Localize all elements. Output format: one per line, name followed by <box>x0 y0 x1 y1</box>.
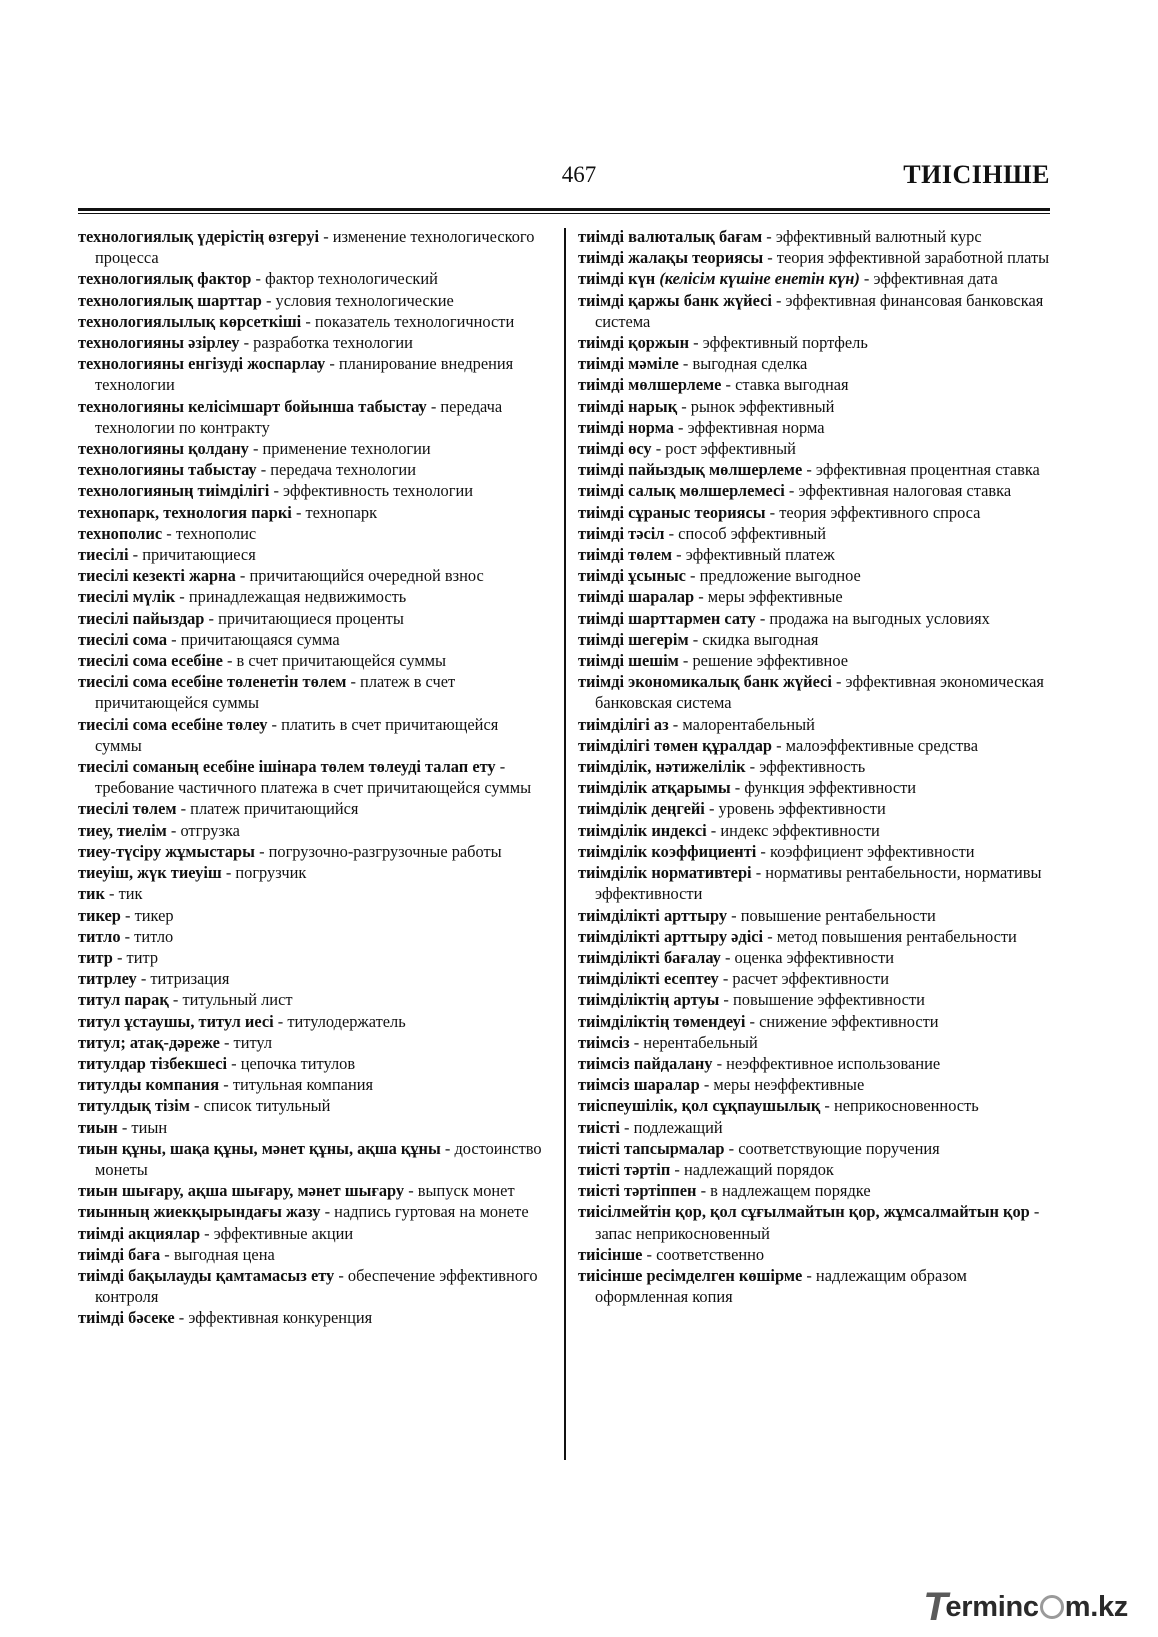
dictionary-entry <box>578 1180 1056 1201</box>
dictionary-entry <box>578 1265 1056 1307</box>
dictionary-entry <box>578 565 1056 586</box>
entry-definition: - в надлежащем порядке <box>696 1181 871 1201</box>
entry-definition: - титульный лист <box>168 990 293 1010</box>
entry-term: тиын құны, шақа құны, мәнет құны, ақша құны <box>78 1138 441 1158</box>
dictionary-entry <box>578 417 1056 438</box>
entry-term: тиімді нарық <box>578 396 678 416</box>
dictionary-entry <box>78 1265 548 1307</box>
entry-term: тиісілмейтін қор, қол сұғылмайтын қор, жұмсалмайтын қор <box>578 1202 1030 1222</box>
dictionary-entry <box>78 480 548 501</box>
dictionary-entry <box>578 926 1056 947</box>
watermark-text-part1: erminc <box>945 1590 1039 1623</box>
entry-definition: - титулодержатель <box>273 1011 406 1031</box>
dictionary-entry <box>78 883 548 904</box>
dictionary-entry <box>578 480 1056 501</box>
entry-term: тиімді бақылауды қамтамасыз ету <box>78 1265 335 1285</box>
entry-definition: - планирование внедрения технологии <box>95 354 514 395</box>
dictionary-entry <box>78 226 548 268</box>
entry-term: тиімділікті арттыру әдісі <box>578 926 764 946</box>
entry-definition: - титульная компания <box>219 1075 374 1095</box>
dictionary-entry <box>578 268 1056 289</box>
dictionary-entry <box>578 756 1056 777</box>
entry-term: тиімді экономикалық банк жүйесі <box>578 672 832 692</box>
dictionary-entry <box>78 714 548 756</box>
entry-term: титулды компания <box>78 1075 220 1095</box>
entry-definition: - тикер <box>120 905 174 925</box>
entry-term: тиісті тапсырмалар <box>578 1138 725 1158</box>
entry-definition: - передача технологии по контракту <box>95 396 503 437</box>
entry-term: тиімді шаралар <box>578 587 695 607</box>
entry-definition: - меры эффективные <box>694 587 843 607</box>
entry-term: титулдар тізбекшесі <box>78 1053 228 1073</box>
entry-term: технологияны әзірлеу <box>78 333 240 353</box>
dictionary-entry <box>78 1053 548 1074</box>
dictionary-entry <box>578 968 1056 989</box>
entry-term: тиынның жиекқырындағы жазу <box>78 1202 321 1222</box>
entry-term: тиімді сұраныс теориясы <box>578 502 766 522</box>
entry-definition: - теория эффективного спроса <box>765 502 981 522</box>
entry-definition: - запас неприкосновенный <box>595 1202 1040 1243</box>
dictionary-entry <box>578 841 1056 862</box>
entry-definition: - выпуск монет <box>404 1181 515 1201</box>
entry-term: тиеу, тиелім <box>78 820 167 840</box>
column-divider <box>564 228 566 1460</box>
entry-term: технологияны қолдану <box>78 439 249 459</box>
entry-term: тиесілі сома есебіне төлеу <box>78 714 268 734</box>
entry-term: тиімді жалақы теориясы <box>578 248 764 268</box>
entry-term: тиімді шешім <box>578 651 679 671</box>
dictionary-entry <box>78 862 548 883</box>
dictionary-entry <box>78 502 548 523</box>
entry-term: тиісті тәртіппен <box>578 1181 697 1201</box>
entry-definition: - эффективный портфель <box>689 333 868 353</box>
dictionary-entry <box>78 1074 548 1095</box>
dictionary-entry <box>578 1138 1056 1159</box>
entry-definition: - тиын <box>117 1117 168 1137</box>
entry-term: тиімділігі төмен құралдар <box>578 735 773 755</box>
entry-term: тиімді акциялар <box>78 1223 201 1243</box>
entry-term: тиын <box>78 1117 118 1137</box>
entry-term: тиімділік коэффициенті <box>578 841 757 861</box>
entry-definition: - неэффективное использование <box>712 1053 941 1073</box>
dictionary-entry <box>578 544 1056 565</box>
entry-term: тиімді бәсеке <box>78 1308 175 1328</box>
entry-term: тикер <box>78 905 121 925</box>
entry-definition: - достоинство монеты <box>95 1138 542 1179</box>
dictionary-entry <box>78 1223 548 1244</box>
entry-definition: - передача технологии <box>256 460 416 480</box>
entry-term: титрлеу <box>78 969 137 989</box>
entry-term: тиеу-түсіру жұмыстары <box>78 841 255 861</box>
entry-definition: - показатель технологичности <box>301 311 515 331</box>
header-rule-thick <box>78 208 1050 211</box>
entry-definition: - соответственно <box>642 1244 765 1264</box>
entry-definition: - ставка выгодная <box>721 375 849 395</box>
entry-term: тиімді пайыздық мөлшерлеме <box>578 460 803 480</box>
entry-definition: - обеспечение эффективного контроля <box>95 1265 538 1307</box>
entry-term: тиімділік индексі <box>578 820 707 840</box>
entry-term: тиімді мәміле <box>578 354 679 374</box>
dictionary-entry <box>578 608 1056 629</box>
dictionary-entry <box>78 841 548 862</box>
dictionary-entry <box>578 290 1056 332</box>
entry-term: тиісінше ресімделген көшірме <box>578 1265 803 1285</box>
dictionary-entry <box>78 1117 548 1138</box>
entry-term: тиеуіш, жүк тиеуіш <box>78 863 222 883</box>
dictionary-entry <box>578 1159 1056 1180</box>
entry-definition: - эффективные акции <box>200 1223 354 1243</box>
dictionary-entry <box>78 565 548 586</box>
entry-term: тиімді валюталық бағам <box>578 227 763 246</box>
entry-definition: - эффективная норма <box>673 417 825 437</box>
entry-term: тиесілі <box>78 545 129 565</box>
dictionary-entry <box>578 247 1056 268</box>
entry-definition: - принадлежащая недвижимость <box>175 587 407 607</box>
dictionary-entry <box>78 290 548 311</box>
entry-definition: - технополис <box>162 523 257 543</box>
entry-term: тиын шығару, ақша шығару, мәнет шығару <box>78 1181 405 1201</box>
entry-term: тиімділіктің артуы <box>578 990 720 1010</box>
entry-definition: - эффективная экономическая банковская система <box>595 672 1044 713</box>
entry-definition: - платеж в счет причитающейся суммы <box>95 672 456 713</box>
dictionary-entry <box>578 629 1056 650</box>
entry-definition: - оценка эффективности <box>720 947 895 967</box>
entry-definition: - повышение рентабельности <box>727 905 936 925</box>
dictionary-entry <box>78 756 548 798</box>
entry-definition: - цепочка титулов <box>227 1053 356 1073</box>
entry-definition: - нормативы рентабельности, нормативы эффективности <box>595 863 1042 904</box>
entry-definition: - разработка технологии <box>239 333 413 353</box>
watermark-initial: T <box>923 1584 948 1629</box>
entry-term: технологияны табыстау <box>78 460 257 480</box>
dictionary-entry <box>78 396 548 438</box>
entry-term: тиесілі пайыздар <box>78 608 205 628</box>
entry-term: технологияны енгізуді жоспарлау <box>78 354 326 374</box>
entry-definition: - эффективность технологии <box>269 481 473 501</box>
entry-term: тиімділіктің төмендеуі <box>578 1011 746 1031</box>
entry-term: тиімсіз <box>578 1032 630 1052</box>
dictionary-entry <box>578 1053 1056 1074</box>
entry-definition: - надпись гуртовая на монете <box>320 1202 529 1222</box>
dictionary-entry <box>78 1095 548 1116</box>
dictionary-entry <box>578 798 1056 819</box>
entry-term: тиімсіз шаралар <box>578 1075 700 1095</box>
entry-definition: - выгодная сделка <box>678 354 808 374</box>
entry-definition: - способ эффективный <box>664 523 827 543</box>
dictionary-entry <box>78 968 548 989</box>
dictionary-entry <box>78 798 548 819</box>
dictionary-entry <box>78 989 548 1010</box>
entry-definition: - надлежащим образом оформленная копия <box>595 1265 967 1307</box>
entry-term: тиімділікті бағалау <box>578 947 721 967</box>
entry-definition: - в счет причитающейся суммы <box>222 651 447 671</box>
running-head: ТИІСІНШЕ <box>903 160 1050 189</box>
dictionary-entry <box>578 671 1056 713</box>
entry-term: тик <box>78 884 105 904</box>
entry-definition: - тик <box>104 884 143 904</box>
entry-term: тиімді күн <box>578 269 656 289</box>
entry-definition: - надлежащий порядок <box>670 1159 834 1179</box>
dictionary-entry <box>578 820 1056 841</box>
entry-term: титул; атақ-дәреже <box>78 1032 220 1052</box>
entry-term: тиімді баға <box>78 1244 161 1264</box>
dictionary-entry <box>78 926 548 947</box>
entry-definition: - рост эффективный <box>651 439 796 459</box>
entry-definition: - технопарк <box>291 502 378 522</box>
dictionary-entry <box>578 374 1056 395</box>
entry-definition: - условия технологические <box>261 290 454 310</box>
entry-definition: - рынок эффективный <box>677 396 835 416</box>
dictionary-entry <box>578 650 1056 671</box>
dictionary-entry <box>78 438 548 459</box>
entry-term: тиімді шегерім <box>578 629 689 649</box>
entry-definition: - погрузчик <box>221 863 307 883</box>
entry-definition: - эффективная финансовая банковская система <box>595 290 1044 331</box>
entry-term: тиімсіз пайдалану <box>578 1053 713 1073</box>
entry-term: тиімді мөлшерлеме <box>578 375 722 395</box>
entry-term: технологияны келісімшарт бойынша табыстау <box>78 396 427 416</box>
entry-term: тиімді өсу <box>578 439 652 459</box>
entry-term: тиімділік, нәтижелілік <box>578 757 746 777</box>
entry-definition: - эффективный валютный курс <box>762 227 982 246</box>
dictionary-entry <box>78 268 548 289</box>
dictionary-entry <box>78 629 548 650</box>
dictionary-entry <box>78 947 548 968</box>
entry-definition: - решение эффективное <box>678 651 848 671</box>
dictionary-entry <box>578 777 1056 798</box>
header-rule-thin <box>78 213 1050 214</box>
entry-definition: - функция эффективности <box>730 778 917 798</box>
dictionary-entry <box>78 608 548 629</box>
entry-definition: - титло <box>120 926 174 946</box>
dictionary-entry <box>78 820 548 841</box>
entry-definition: - эффективная налоговая ставка <box>784 481 1012 501</box>
dictionary-entry <box>578 1032 1056 1053</box>
entry-definition: - повышение эффективности <box>719 990 925 1010</box>
dictionary-entry <box>578 947 1056 968</box>
entry-definition: - снижение эффективности <box>745 1011 939 1031</box>
entry-definition: - требование частичного платежа в счет причитающейся суммы <box>95 757 532 798</box>
entry-term: тиімді норма <box>578 417 674 437</box>
entry-term: технопарк, технология паркі <box>78 502 292 522</box>
dictionary-entry <box>578 1095 1056 1116</box>
entry-term: титр <box>78 947 113 967</box>
entry-definition: - причитающиеся <box>128 545 256 565</box>
watermark-circle-icon <box>1040 1595 1064 1619</box>
dictionary-entry <box>78 671 548 713</box>
dictionary-entry <box>578 862 1056 904</box>
entry-term: тиімділік нормативтері <box>578 863 752 883</box>
entry-definition: - причитающиеся проценты <box>204 608 404 628</box>
entry-definition: - эффективная дата <box>859 269 998 289</box>
entry-term: тиесілі төлем <box>78 799 177 819</box>
entry-term: тиімді төлем <box>578 545 673 565</box>
entry-definition: - индекс эффективности <box>706 820 880 840</box>
dictionary-entry <box>78 1244 548 1265</box>
dictionary-entry <box>78 650 548 671</box>
entry-term: тиімді ұсыныс <box>578 566 686 586</box>
dictionary-entry <box>578 396 1056 417</box>
dictionary-entry <box>78 523 548 544</box>
entry-definition: - эффективная процентная ставка <box>802 460 1040 480</box>
dictionary-entry <box>78 1180 548 1201</box>
entry-definition: - расчет эффективности <box>718 969 889 989</box>
entry-term: тиесілі сома есебіне төленетін төлем <box>78 672 347 692</box>
entry-definition: - теория эффективной заработной платы <box>763 248 1050 268</box>
entry-term: тиімді тәсіл <box>578 523 665 543</box>
dictionary-entry <box>78 353 548 395</box>
entry-term: технологиялық шарттар <box>78 290 262 310</box>
page-number: 467 <box>561 162 597 187</box>
entry-term: тиімді қаржы банк жүйесі <box>578 290 772 310</box>
entry-term: тиімділікті есептеу <box>578 969 719 989</box>
dictionary-entry <box>578 1244 1056 1265</box>
dictionary-entry <box>78 311 548 332</box>
entry-term: технополис <box>78 523 163 543</box>
entry-definition: - соответствующие поручения <box>724 1138 940 1158</box>
entry-term: технологиялылық көрсеткіші <box>78 311 302 331</box>
entry-term: тиесілі сома есебіне <box>78 651 223 671</box>
entry-term: тиісінше <box>578 1244 643 1264</box>
entry-note: (келісім күшіне енетін күн) <box>655 269 860 289</box>
entry-definition: - платить в счет причитающейся суммы <box>95 714 499 755</box>
entry-definition: - уровень эффективности <box>704 799 886 819</box>
entry-definition: - коэффициент эффективности <box>756 841 975 861</box>
entry-definition: - эффективная конкуренция <box>174 1308 373 1328</box>
entry-definition: - нерентабельный <box>629 1032 758 1052</box>
entry-term: технологияның тиімділігі <box>78 481 270 501</box>
entry-definition: - эффективный платеж <box>672 545 835 565</box>
entry-term: тиімді салық мөлшерлемесі <box>578 481 785 501</box>
dictionary-entry <box>78 1032 548 1053</box>
dictionary-entry <box>578 1117 1056 1138</box>
dictionary-entry <box>78 459 548 480</box>
entry-definition: - меры неэффективные <box>699 1075 865 1095</box>
dictionary-entry <box>578 353 1056 374</box>
dictionary-entry <box>578 586 1056 607</box>
entry-term: технологиялық үдерістің өзгеруі <box>78 227 320 246</box>
dictionary-entry <box>78 332 548 353</box>
entry-definition: - продажа на выгодных условиях <box>755 608 990 628</box>
dictionary-entry <box>78 1307 548 1328</box>
entry-term: титулдық тізім <box>78 1096 190 1116</box>
entry-term: тиімділік атқарымы <box>578 778 731 798</box>
terminkz-watermark <box>923 1585 1128 1629</box>
entry-term: тиесілі сома <box>78 629 168 649</box>
dictionary-entry <box>578 735 1056 756</box>
entry-definition: - причитающаяся сумма <box>167 629 340 649</box>
entry-definition: - погрузочно-разгрузочные работы <box>254 841 502 861</box>
dictionary-entry <box>78 1138 548 1180</box>
dictionary-entry <box>578 1201 1056 1243</box>
dictionary-entry <box>78 1011 548 1032</box>
entry-definition: - платеж причитающийся <box>176 799 359 819</box>
entry-definition: - метод повышения рентабельности <box>763 926 1017 946</box>
entry-definition: - изменение технологического процесса <box>95 227 535 268</box>
entry-definition: - титул <box>219 1032 273 1052</box>
entry-term: тиімділікті арттыру <box>578 905 728 925</box>
left-column <box>78 226 548 1329</box>
entry-term: титул парақ <box>78 990 169 1010</box>
entry-definition: - скидка выгодная <box>688 629 819 649</box>
dictionary-entry <box>78 544 548 565</box>
right-column <box>578 226 1056 1307</box>
entry-term: тиімді қоржын <box>578 333 690 353</box>
dictionary-entry <box>578 989 1056 1010</box>
dictionary-entry <box>578 226 1056 247</box>
entry-definition: - применение технологии <box>248 439 431 459</box>
entry-term: технологиялық фактор <box>78 269 252 289</box>
dictionary-entry <box>578 714 1056 735</box>
entry-definition: - неприкосновенность <box>820 1096 979 1116</box>
dictionary-entry <box>578 905 1056 926</box>
entry-definition: - причитающийся очередной взнос <box>235 566 484 586</box>
dictionary-entry <box>578 459 1056 480</box>
entry-definition: - отгрузка <box>166 820 240 840</box>
entry-definition: - эффективность <box>745 757 866 777</box>
entry-term: титло <box>78 926 121 946</box>
entry-definition: - подлежащий <box>619 1117 723 1137</box>
entry-definition: - титр <box>112 947 159 967</box>
entry-term: титул ұстаушы, титул иесі <box>78 1011 274 1031</box>
dictionary-entry <box>578 1074 1056 1095</box>
dictionary-entry <box>78 586 548 607</box>
entry-term: тиісті <box>578 1117 620 1137</box>
entry-term: тиесілі мүлік <box>78 587 176 607</box>
entry-definition: - выгодная цена <box>160 1244 275 1264</box>
dictionary-entry <box>578 332 1056 353</box>
entry-term: тиесілі соманың есебіне ішінара төлем төлеуді талап ету <box>78 757 496 777</box>
entry-definition: - малорентабельный <box>668 714 815 734</box>
entry-term: тиімді шарттармен сату <box>578 608 756 628</box>
dictionary-entry <box>578 502 1056 523</box>
entry-term: тиімділігі аз <box>578 714 669 734</box>
dictionary-entry <box>578 1011 1056 1032</box>
dictionary-entry <box>78 905 548 926</box>
dictionary-entry <box>578 523 1056 544</box>
entry-term: тиіспеушілік, қол сұқпаушылық <box>578 1096 821 1116</box>
entry-definition: - малоэффективные средства <box>772 735 978 755</box>
entry-term: тиімділік деңгейі <box>578 799 705 819</box>
entry-definition: - список титульный <box>189 1096 331 1116</box>
entry-definition: - предложение выгодное <box>685 566 861 586</box>
watermark-text-part2: m.kz <box>1064 1590 1128 1623</box>
entry-definition: - титризация <box>136 969 230 989</box>
entry-term: тиісті тәртіп <box>578 1159 671 1179</box>
dictionary-entry <box>578 438 1056 459</box>
entry-definition: - фактор технологический <box>251 269 438 289</box>
dictionary-entry <box>78 1201 548 1222</box>
entry-term: тиесілі кезекті жарна <box>78 566 236 586</box>
